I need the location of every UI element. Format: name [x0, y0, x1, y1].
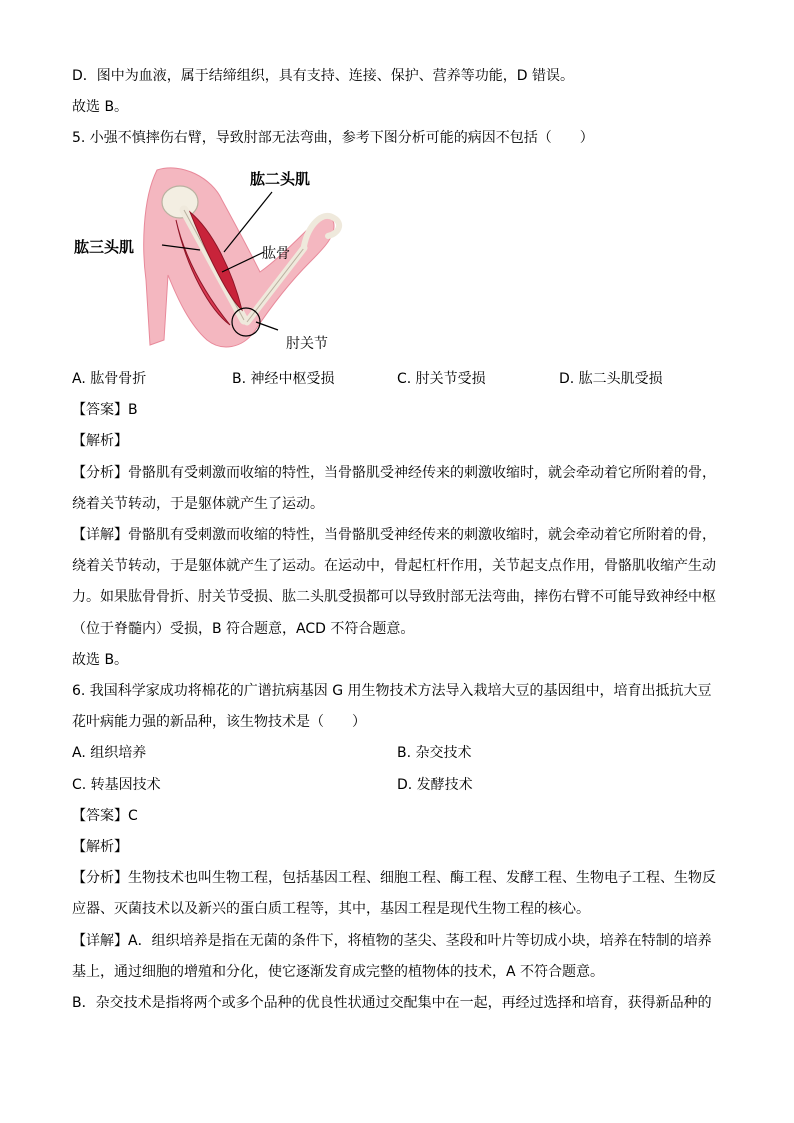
shoulder-blade	[162, 186, 198, 218]
label-biceps: 肱二头肌	[250, 170, 311, 188]
q6-detail-line: 基上，通过细胞的增殖和分化，使它逐渐发育成完整的植物体的技术，A 不符合题意。	[72, 964, 605, 980]
q5-option-c: C. 肘关节受损	[397, 371, 486, 387]
label-elbow: 肘关节	[286, 336, 328, 352]
q5-option-d: D. 肱二头肌受损	[559, 371, 663, 387]
arm-muscle-diagram	[72, 160, 352, 355]
q6-stem-line: 花叶病能力强的新品种，该生物技术是（ ）	[72, 714, 366, 730]
q5-analysis-line: 【分析】骨骼肌有受刺激而收缩的特性，当骨骼肌受神经传来的刺激收缩时，就会牵动着它所附着的骨，	[72, 465, 716, 481]
q5-answer: 【答案】B	[72, 402, 138, 418]
q6-option-b: B. 杂交技术	[397, 745, 472, 761]
label-triceps: 肱三头肌	[74, 238, 135, 256]
q5-detail-line: 绕着关节转动，于是躯体就产生了运动。在运动中，骨起杠杆作用，关节起支点作用，骨骼肌收缩产生动	[72, 558, 716, 574]
q6-answer: 【答案】C	[72, 808, 138, 824]
q6-analysis-line: 【分析】生物技术也叫生物工程，包括基因工程、细胞工程、酶工程、发酵工程、生物电子工程、生物反	[72, 870, 716, 886]
q6-detail-line: 【详解】A．组织培养是指在无菌的条件下，将植物的茎尖、茎段和叶片等切成小块，培养在特制的培养	[72, 933, 712, 949]
q5-option-a: A. 肱骨骨折	[72, 371, 147, 387]
q6-option-c: C. 转基因技术	[72, 777, 161, 793]
q6-option-d: D. 发酵技术	[397, 777, 473, 793]
q5-analysis-header: 【解析】	[72, 433, 128, 449]
q5-conclusion: 故选 B。	[72, 652, 129, 668]
q5-stem: 5. 小强不慎摔伤右臂，导致肘部无法弯曲，参考下图分析可能的病因不包括（ ）	[72, 130, 594, 146]
q5-detail-line: 【详解】骨骼肌有受刺激而收缩的特性，当骨骼肌受神经传来的刺激收缩时，就会牵动着它所附着的骨，	[72, 527, 716, 543]
q5-detail-line: （位于脊髓内）受损，B 符合题意，ACD 不符合题意。	[72, 621, 415, 637]
q6-analysis-header: 【解析】	[72, 839, 128, 855]
prev-conclusion: 故选 B。	[72, 99, 129, 115]
label-humerus: 肱骨	[262, 246, 290, 262]
q5-analysis-line: 绕着关节转动，于是躯体就产生了运动。	[72, 496, 324, 512]
prev-option-d-explanation: D．图中为血液，属于结缔组织，具有支持、连接、保护、营养等功能，D 错误。	[72, 68, 575, 84]
q6-analysis-line: 应器、灭菌技术以及新兴的蛋白质工程等，其中，基因工程是现代生物工程的核心。	[72, 901, 590, 917]
arm-muscle-figure	[72, 160, 352, 355]
q6-detail-line: B．杂交技术是指将两个或多个品种的优良性状通过交配集中在一起，再经过选择和培育，获得新品种的	[72, 995, 712, 1011]
q5-option-b: B. 神经中枢受损	[232, 371, 335, 387]
q6-option-a: A. 组织培养	[72, 745, 147, 761]
q5-detail-line: 力。如果肱骨骨折、肘关节受损、肱二头肌受损都可以导致肘部无法弯曲，摔伤右臂不可能导致神经中枢	[72, 589, 716, 605]
q6-stem-line: 6. 我国科学家成功将棉花的广谱抗病基因 G 用生物技术方法导入栽培大豆的基因组中，培育出抵抗大豆	[72, 683, 712, 699]
